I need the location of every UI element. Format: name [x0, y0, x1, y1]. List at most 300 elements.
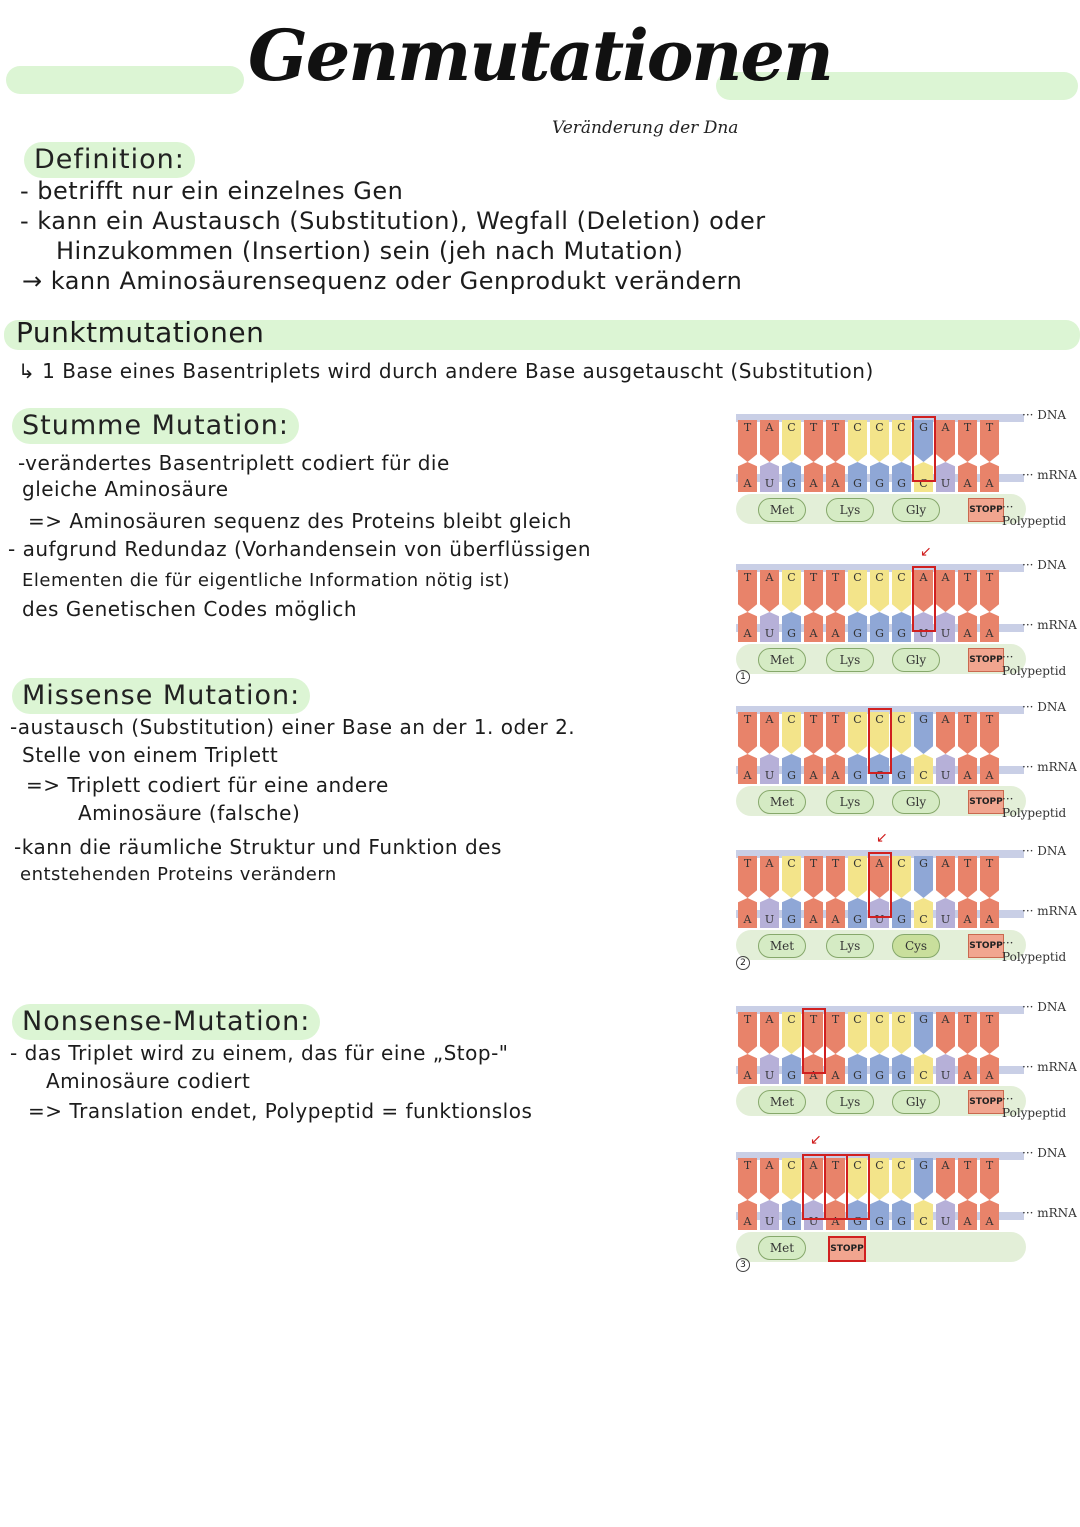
dna-base-stem — [870, 1028, 889, 1054]
stumme-line-6: des Genetischen Codes möglich — [22, 597, 358, 621]
diagram-panel — [736, 830, 1080, 968]
mrna-base-stem — [738, 612, 757, 626]
dna-base-stem — [826, 436, 845, 462]
dna-base: C — [782, 712, 801, 728]
polypeptide-label: ··· Polypeptid — [1002, 500, 1067, 528]
dna-base-stem — [782, 586, 801, 612]
mrna-base-stem — [826, 612, 845, 626]
amino-acid: Gly — [892, 1090, 940, 1114]
mrna-base-stem — [804, 754, 823, 768]
mrna-base: U — [760, 768, 779, 784]
mrna-base: U — [936, 1214, 955, 1230]
dna-base-stem — [914, 1174, 933, 1200]
mrna-label: ··· mRNA — [1022, 1060, 1077, 1074]
dna-base-stem — [936, 586, 955, 612]
mrna-base: G — [870, 768, 889, 784]
mrna-base-stem — [782, 612, 801, 626]
mrna-base: G — [870, 476, 889, 492]
mrna-base-stem — [804, 898, 823, 912]
dna-base-stem — [958, 1174, 977, 1200]
punkt-line-1: ↳ 1 Base eines Basentriplets wird durch andere Base ausgetauscht (Substitution) — [18, 359, 874, 383]
dna-base: A — [936, 1158, 955, 1174]
dna-base: T — [804, 712, 823, 728]
dna-base: A — [936, 570, 955, 586]
stumme-line-2: gleiche Aminosäure — [22, 477, 229, 501]
amino-acid: Lys — [826, 790, 874, 814]
mrna-base-stem — [804, 462, 823, 476]
dna-base-stem — [958, 728, 977, 754]
dna-base: T — [980, 570, 999, 586]
stop-codon-marker: STOPP — [968, 934, 1004, 958]
mrna-base: G — [892, 768, 911, 784]
mrna-base: U — [936, 912, 955, 928]
mrna-base: G — [848, 1068, 867, 1084]
mrna-base: A — [980, 476, 999, 492]
mrna-base-stem — [848, 754, 867, 768]
mrna-base: A — [980, 1214, 999, 1230]
mrna-base: C — [914, 1068, 933, 1084]
dna-base: T — [980, 856, 999, 872]
dna-base: T — [826, 570, 845, 586]
dna-base-stem — [782, 436, 801, 462]
dna-base-stem — [760, 586, 779, 612]
dna-base: T — [958, 712, 977, 728]
dna-base-stem — [958, 436, 977, 462]
mrna-base-stem — [936, 898, 955, 912]
dna-base: T — [738, 856, 757, 872]
dna-base-stem — [892, 728, 911, 754]
amino-acid: Met — [758, 1236, 806, 1260]
dna-base-stem — [936, 436, 955, 462]
dna-base: C — [892, 570, 911, 586]
nonsense-line-3: => Translation endet, Polypeptid = funktionslos — [28, 1099, 533, 1123]
definition-line-1: - betrifft nur ein einzelnes Gen — [20, 177, 404, 205]
mrna-base: G — [892, 912, 911, 928]
dna-base-stem — [760, 436, 779, 462]
dna-label: ··· DNA — [1022, 700, 1067, 714]
mrna-base: A — [804, 912, 823, 928]
dna-base: T — [826, 712, 845, 728]
dna-base: A — [760, 1012, 779, 1028]
dna-base: T — [958, 856, 977, 872]
dna-base: C — [870, 420, 889, 436]
mrna-base-stem — [760, 1200, 779, 1214]
polypeptide-row — [736, 930, 1026, 960]
mrna-base-stem — [782, 754, 801, 768]
dna-base-stem — [738, 1174, 757, 1200]
dna-base-stem — [914, 1028, 933, 1054]
dna-base: C — [892, 712, 911, 728]
mrna-base: U — [914, 626, 933, 642]
dna-base: T — [958, 1012, 977, 1028]
missense-line-2: Stelle von einem Triplett — [22, 743, 279, 767]
mrna-base: A — [980, 1068, 999, 1084]
dna-base-stem — [848, 436, 867, 462]
amino-acid: Gly — [892, 648, 940, 672]
definition-heading: Definition: — [24, 142, 195, 178]
dna-base-stem — [848, 1028, 867, 1054]
mrna-base: U — [760, 626, 779, 642]
dna-base: C — [782, 420, 801, 436]
dna-base: C — [892, 1158, 911, 1174]
mrna-base: G — [870, 1214, 889, 1230]
mrna-base: A — [738, 1068, 757, 1084]
dna-base: C — [892, 1012, 911, 1028]
dna-base: C — [848, 712, 867, 728]
mrna-base-stem — [826, 898, 845, 912]
diagram-panel — [736, 1002, 1080, 1120]
dna-base: T — [958, 570, 977, 586]
panel-number: 3 — [736, 1258, 750, 1272]
diagram-panel — [736, 544, 1080, 682]
dna-base-stem — [958, 1028, 977, 1054]
polypeptide-row — [736, 1086, 1026, 1116]
mrna-base-stem — [738, 898, 757, 912]
mutation-highlight-box — [846, 1154, 870, 1220]
dna-base-stem — [826, 728, 845, 754]
nonsense-line-2: Aminosäure codiert — [46, 1069, 251, 1093]
definition-line-2: - kann ein Austausch (Substitution), Wegfall (Deletion) oder — [20, 207, 766, 235]
page-subtitle: Veränderung der Dna — [552, 118, 739, 138]
mrna-base-stem — [870, 1200, 889, 1214]
dna-base: A — [760, 856, 779, 872]
mrna-base: U — [870, 912, 889, 928]
polypeptide-row — [736, 786, 1026, 816]
mrna-base-stem — [848, 612, 867, 626]
mrna-base: A — [980, 626, 999, 642]
dna-base: C — [870, 1012, 889, 1028]
nonsense-line-1: - das Triplet wird zu einem, das für eine „Stop-" — [10, 1041, 509, 1065]
amino-acid: Lys — [826, 934, 874, 958]
dna-base: T — [826, 1158, 845, 1174]
dna-base-stem — [804, 586, 823, 612]
amino-acid: Met — [758, 1090, 806, 1114]
amino-acid: Cys — [892, 934, 940, 958]
missense-line-4: Aminosäure (falsche) — [78, 801, 301, 825]
mrna-base-stem — [760, 898, 779, 912]
mrna-base: A — [958, 476, 977, 492]
dna-base: C — [848, 1012, 867, 1028]
mrna-base-stem — [936, 612, 955, 626]
mrna-base-stem — [892, 1054, 911, 1068]
polypeptide-row — [736, 494, 1026, 524]
diagram-panel — [736, 1132, 1080, 1270]
punkt-heading: Punktmutationen — [16, 316, 265, 349]
amino-acid: Gly — [892, 498, 940, 522]
stop-codon-marker: STOPP — [828, 1236, 866, 1262]
dna-base: A — [914, 570, 933, 586]
dna-base: C — [848, 1158, 867, 1174]
dna-base-stem — [760, 872, 779, 898]
mrna-base-stem — [848, 462, 867, 476]
stumme-line-3: => Aminosäuren sequenz des Proteins bleibt gleich — [28, 509, 572, 533]
mrna-base-stem — [980, 898, 999, 912]
mrna-base: A — [958, 1214, 977, 1230]
mrna-base: A — [980, 768, 999, 784]
page-title: Genmutationen — [248, 14, 832, 97]
dna-base-stem — [782, 1174, 801, 1200]
dna-base: C — [892, 856, 911, 872]
mrna-base-stem — [760, 754, 779, 768]
dna-base: C — [848, 420, 867, 436]
mrna-label: ··· mRNA — [1022, 618, 1077, 632]
dna-base-stem — [892, 872, 911, 898]
dna-base: G — [914, 1012, 933, 1028]
mrna-base-stem — [914, 754, 933, 768]
mrna-base: U — [936, 1068, 955, 1084]
mrna-base: A — [826, 768, 845, 784]
mrna-base-stem — [980, 612, 999, 626]
dna-base: A — [936, 712, 955, 728]
amino-acid: Met — [758, 648, 806, 672]
dna-base: A — [870, 856, 889, 872]
dna-base-stem — [870, 1174, 889, 1200]
mrna-base: A — [738, 1214, 757, 1230]
amino-acid: Met — [758, 934, 806, 958]
dna-base: T — [738, 420, 757, 436]
dna-base-stem — [738, 586, 757, 612]
dna-base-stem — [804, 436, 823, 462]
dna-base-stem — [760, 728, 779, 754]
mrna-base: G — [782, 1214, 801, 1230]
polypeptide-label: ··· Polypeptid — [1002, 650, 1067, 678]
mrna-base-stem — [738, 1054, 757, 1068]
mutation-highlight-box — [802, 1008, 826, 1074]
dna-base-stem — [826, 1028, 845, 1054]
mrna-base: G — [782, 768, 801, 784]
mrna-base: A — [826, 1214, 845, 1230]
mrna-base: G — [892, 476, 911, 492]
mrna-base-stem — [782, 898, 801, 912]
nonsense-heading: Nonsense-Mutation: — [12, 1004, 320, 1040]
stumme-line-1: -verändertes Basentriplett codiert für die — [18, 451, 450, 475]
title-highlight-left — [6, 66, 244, 94]
mrna-base: U — [760, 476, 779, 492]
dna-base-stem — [892, 1174, 911, 1200]
dna-base-stem — [892, 436, 911, 462]
dna-base-stem — [936, 1028, 955, 1054]
polypeptide-row — [736, 644, 1026, 674]
mrna-base-stem — [980, 1200, 999, 1214]
dna-base-stem — [936, 1174, 955, 1200]
dna-base-stem — [760, 1028, 779, 1054]
amino-acid: Met — [758, 790, 806, 814]
dna-base: T — [804, 856, 823, 872]
dna-base: T — [980, 420, 999, 436]
dna-base: C — [892, 420, 911, 436]
dna-base: T — [826, 1012, 845, 1028]
dna-base: G — [914, 712, 933, 728]
mrna-base: G — [782, 476, 801, 492]
dna-base: A — [760, 712, 779, 728]
mrna-base: G — [848, 912, 867, 928]
mrna-base: C — [914, 1214, 933, 1230]
dna-base: T — [738, 1158, 757, 1174]
mrna-base: A — [980, 912, 999, 928]
mrna-base: A — [958, 768, 977, 784]
mutation-highlight-box — [868, 708, 892, 774]
amino-acid: Met — [758, 498, 806, 522]
missense-line-5: -kann die räumliche Struktur und Funktion des — [14, 835, 502, 859]
polypeptide-label: ··· Polypeptid — [1002, 1092, 1067, 1120]
mrna-base-stem — [738, 1200, 757, 1214]
dna-base-stem — [958, 586, 977, 612]
mrna-base: A — [804, 626, 823, 642]
dna-base-stem — [914, 872, 933, 898]
mrna-base: A — [738, 476, 757, 492]
panel-number: 2 — [736, 956, 750, 970]
missense-line-6: entstehenden Proteins verändern — [20, 864, 337, 885]
mutation-arrow-icon: ↙ — [810, 1132, 822, 1148]
mrna-base-stem — [980, 754, 999, 768]
dna-base: C — [782, 856, 801, 872]
mrna-base-stem — [782, 462, 801, 476]
mutation-arrow-icon: ↙ — [920, 544, 932, 560]
mrna-base-stem — [914, 898, 933, 912]
amino-acid: Lys — [826, 648, 874, 672]
missense-line-1: -austausch (Substitution) einer Base an der 1. oder 2. — [10, 715, 576, 739]
dna-label: ··· DNA — [1022, 558, 1067, 572]
mrna-base: A — [826, 626, 845, 642]
dna-base: T — [980, 712, 999, 728]
amino-acid: Gly — [892, 790, 940, 814]
dna-base-stem — [782, 872, 801, 898]
mrna-base: A — [826, 476, 845, 492]
mutation-arrow-icon: ↙ — [876, 830, 888, 846]
mutation-highlight-box — [824, 1154, 848, 1220]
mrna-label: ··· mRNA — [1022, 1206, 1077, 1220]
mrna-base: U — [760, 912, 779, 928]
mrna-base: A — [958, 626, 977, 642]
dna-base-stem — [848, 872, 867, 898]
dna-base-stem — [804, 872, 823, 898]
mrna-base-stem — [782, 1200, 801, 1214]
dna-base-stem — [760, 1174, 779, 1200]
mutation-highlight-box — [868, 852, 892, 918]
dna-base: A — [760, 420, 779, 436]
mrna-base-stem — [826, 1054, 845, 1068]
mrna-base-stem — [936, 1200, 955, 1214]
dna-base-stem — [914, 728, 933, 754]
mutation-highlight-box — [912, 416, 936, 482]
mrna-base: A — [738, 626, 757, 642]
mrna-base-stem — [958, 1054, 977, 1068]
dna-base: T — [738, 570, 757, 586]
mrna-base: G — [892, 1068, 911, 1084]
mrna-base-stem — [760, 462, 779, 476]
mrna-base-stem — [892, 462, 911, 476]
mrna-base: G — [848, 476, 867, 492]
mrna-base-stem — [892, 754, 911, 768]
mrna-base-stem — [914, 1200, 933, 1214]
dna-base-stem — [826, 872, 845, 898]
stop-codon-marker: STOPP — [968, 648, 1004, 672]
mrna-base-stem — [848, 1054, 867, 1068]
mrna-base: G — [782, 912, 801, 928]
mrna-base: A — [804, 476, 823, 492]
mrna-base-stem — [826, 462, 845, 476]
stumme-line-4: - aufgrund Redundaz (Vorhandensein von überflüssigen — [8, 537, 592, 561]
dna-base-stem — [892, 1028, 911, 1054]
mrna-label: ··· mRNA — [1022, 760, 1077, 774]
dna-base: C — [848, 570, 867, 586]
dna-base: C — [870, 1158, 889, 1174]
mrna-base: G — [892, 626, 911, 642]
mrna-base: A — [958, 912, 977, 928]
mrna-base: G — [782, 626, 801, 642]
dna-base: T — [958, 420, 977, 436]
panel-number: 1 — [736, 670, 750, 684]
mrna-base: C — [914, 476, 933, 492]
mrna-base-stem — [826, 754, 845, 768]
polypeptide-label: ··· Polypeptid — [1002, 792, 1067, 820]
dna-label: ··· DNA — [1022, 1000, 1067, 1014]
dna-base-stem — [782, 728, 801, 754]
dna-base: C — [848, 856, 867, 872]
mrna-base: G — [848, 1214, 867, 1230]
dna-base-stem — [892, 586, 911, 612]
dna-base: T — [958, 1158, 977, 1174]
definition-line-3: Hinzukommen (Insertion) sein (jeh nach Mutation) — [56, 237, 684, 265]
amino-acid: Lys — [826, 498, 874, 522]
definition-line-4: → kann Aminosäurensequenz oder Genprodukt verändern — [22, 267, 743, 295]
dna-base: A — [760, 1158, 779, 1174]
dna-base: T — [980, 1012, 999, 1028]
mrna-base: G — [848, 768, 867, 784]
mrna-base: A — [738, 768, 757, 784]
dna-base-stem — [980, 436, 999, 462]
dna-base-stem — [738, 872, 757, 898]
mrna-base: C — [914, 768, 933, 784]
mrna-base: G — [892, 1214, 911, 1230]
mrna-base: U — [804, 1214, 823, 1230]
dna-base: G — [914, 856, 933, 872]
mrna-base-stem — [760, 1054, 779, 1068]
dna-base-stem — [804, 728, 823, 754]
mrna-base-stem — [958, 462, 977, 476]
mrna-base-stem — [870, 1054, 889, 1068]
dna-base-stem — [826, 586, 845, 612]
stop-codon-marker: STOPP — [968, 498, 1004, 522]
mrna-base-stem — [958, 1200, 977, 1214]
dna-base: T — [980, 1158, 999, 1174]
mrna-base: A — [804, 1068, 823, 1084]
dna-base-stem — [738, 436, 757, 462]
dna-base: C — [782, 570, 801, 586]
dna-base: T — [738, 712, 757, 728]
mutation-highlight-box — [802, 1154, 826, 1220]
mrna-base: G — [870, 1068, 889, 1084]
dna-base-stem — [870, 586, 889, 612]
mrna-base: A — [826, 1068, 845, 1084]
dna-base-stem — [980, 586, 999, 612]
mrna-base: A — [826, 912, 845, 928]
mrna-base-stem — [892, 612, 911, 626]
mrna-base-stem — [782, 1054, 801, 1068]
mrna-base-stem — [870, 462, 889, 476]
dna-base-stem — [848, 728, 867, 754]
missense-line-3: => Triplett codiert für eine andere — [26, 773, 389, 797]
mrna-base: A — [804, 768, 823, 784]
dna-base: C — [782, 1012, 801, 1028]
dna-label: ··· DNA — [1022, 844, 1067, 858]
dna-base: A — [936, 420, 955, 436]
mrna-base-stem — [738, 462, 757, 476]
dna-base-stem — [936, 872, 955, 898]
dna-base: A — [936, 1012, 955, 1028]
dna-base: T — [804, 1012, 823, 1028]
mrna-base-stem — [980, 462, 999, 476]
